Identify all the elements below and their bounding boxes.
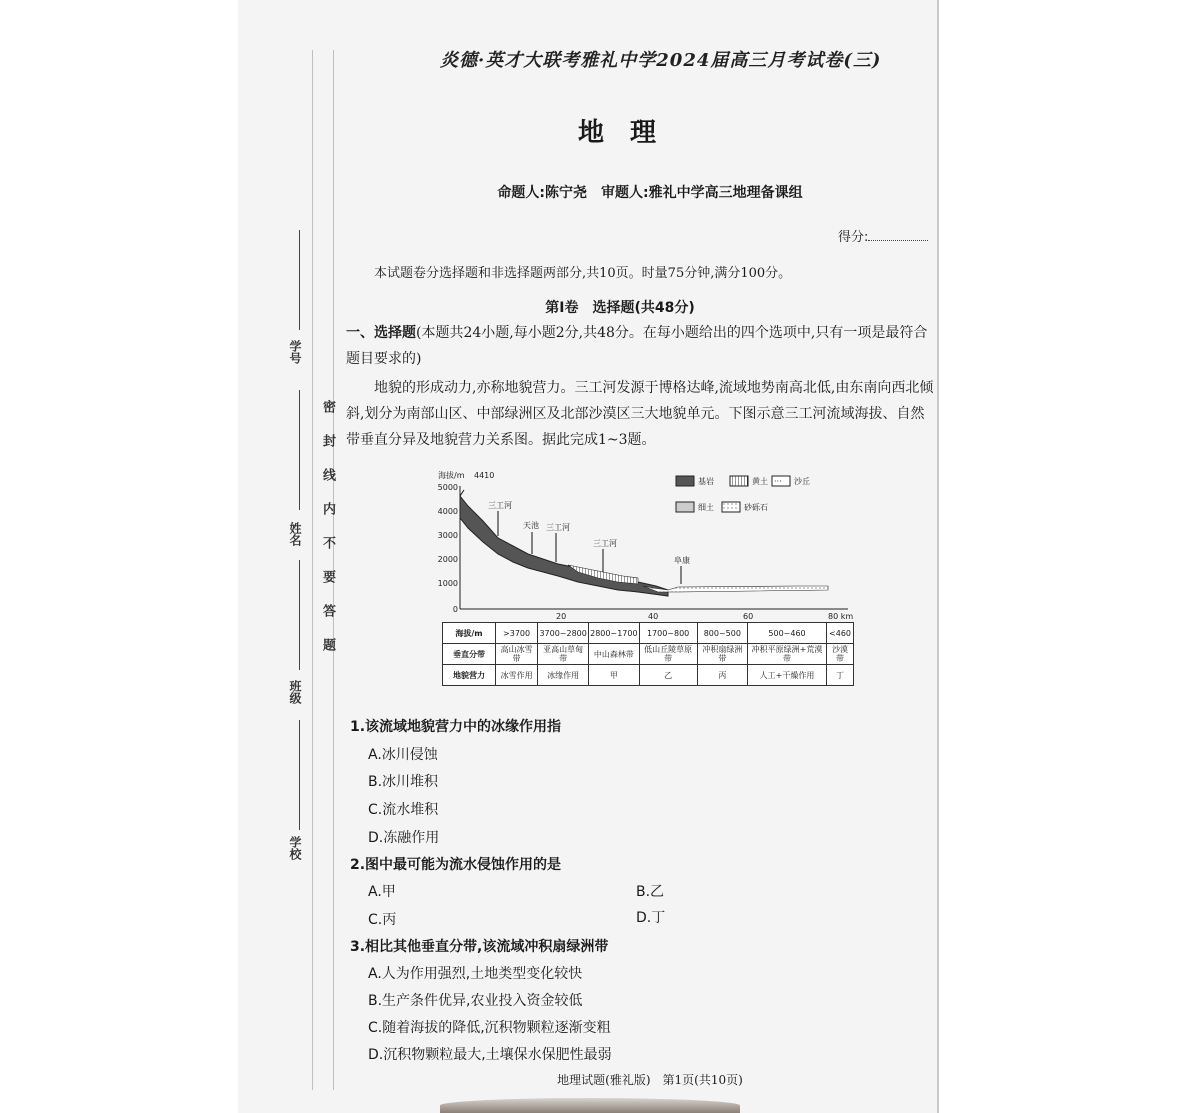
exam-header: 炎德·英才大联考雅礼中学2024届高三月考试卷(三) bbox=[440, 50, 882, 71]
q2-option-a[interactable]: A.甲 bbox=[368, 884, 396, 900]
peak-label: 4410 bbox=[474, 471, 495, 480]
legend-label: 砂砾石 bbox=[744, 503, 768, 512]
table-cell: 冲积扇绿洲带 bbox=[697, 644, 747, 665]
table-cell: 冰缘作用 bbox=[538, 665, 589, 686]
table-cell: 1700~800 bbox=[639, 623, 697, 644]
y-tick: 0 bbox=[452, 605, 458, 614]
terrain-figure bbox=[438, 466, 858, 700]
legend-label: 细土 bbox=[698, 503, 714, 512]
x-tick: 60 bbox=[743, 612, 754, 621]
authors-line: 命题人:陈宁尧 审题人:雅礼中学高三地理备课组 bbox=[497, 185, 803, 201]
answer-line bbox=[299, 230, 300, 330]
river-label: 三工河 bbox=[546, 523, 570, 532]
thumb-shadow bbox=[440, 1098, 740, 1113]
x-tick: 80 km bbox=[828, 612, 854, 621]
legend-label: 沙丘 bbox=[794, 477, 810, 486]
q3-option-c[interactable]: C.随着海拔的降低,沉积物颗粒逐渐变粗 bbox=[368, 1020, 611, 1036]
table-cell: 2800~1700 bbox=[589, 623, 639, 644]
y-axis-label: 海拔/m bbox=[438, 471, 465, 480]
y-tick: 4000 bbox=[438, 507, 458, 516]
q1-option-d[interactable]: D.冻融作用 bbox=[368, 830, 440, 846]
q3-option-d[interactable]: D.沉积物颗粒最大,土壤保水保肥性最弱 bbox=[368, 1047, 612, 1063]
table-cell: 低山丘陵草原带 bbox=[639, 644, 697, 665]
legend-swatch-loess bbox=[730, 476, 748, 486]
margin-label-class: 班级 bbox=[288, 680, 302, 704]
q1-option-b[interactable]: B.冰川堆积 bbox=[368, 774, 439, 790]
answer-line bbox=[299, 560, 300, 670]
score-field bbox=[838, 226, 928, 245]
table-cell: 乙 bbox=[639, 665, 697, 686]
river-label: 三工河 bbox=[488, 501, 512, 510]
page-footer: 地理试题(雅礼版) 第1页(共10页) bbox=[557, 1073, 743, 1087]
q2-option-d[interactable]: D.丁 bbox=[636, 910, 666, 926]
answer-line bbox=[299, 720, 300, 830]
y-tick: 2000 bbox=[438, 555, 458, 564]
zone-table bbox=[442, 622, 854, 686]
exam-intro: 本试题卷分选择题和非选择题两部分,共10页。时量75分钟,满分100分。 bbox=[374, 266, 792, 281]
q1-option-a[interactable]: A.冰川侵蚀 bbox=[368, 747, 438, 763]
legend-swatch-bedrock bbox=[676, 476, 694, 486]
binding-line bbox=[312, 50, 313, 1090]
table-cell: 沙漠带 bbox=[827, 644, 854, 665]
score-label: 得分: bbox=[838, 230, 869, 245]
profile-chart bbox=[438, 466, 858, 626]
legend-swatch-gravel bbox=[722, 502, 740, 512]
tianchi-label: 天池 bbox=[523, 521, 539, 530]
instruction-lead: 一、选择题 bbox=[346, 325, 416, 341]
table-cell: 冲积平原绿洲+荒漠带 bbox=[747, 644, 826, 665]
y-tick: 5000 bbox=[438, 483, 458, 492]
table-cell: 中山森林带 bbox=[589, 644, 639, 665]
section-instructions bbox=[346, 320, 938, 372]
legend-swatch-fine-soil bbox=[676, 502, 694, 512]
peak-pointer bbox=[460, 490, 464, 496]
river-label: 三工河 bbox=[593, 539, 617, 548]
table-cell: >3700 bbox=[496, 623, 538, 644]
row-header: 海拔/m bbox=[443, 623, 496, 644]
x-tick: 40 bbox=[648, 612, 659, 621]
q2-option-c[interactable]: C.丙 bbox=[368, 912, 397, 928]
table-cell: 800~500 bbox=[697, 623, 747, 644]
question-1-stem: 1.该流域地貌营力中的冰缘作用指 bbox=[350, 719, 562, 735]
q3-option-b[interactable]: B.生产条件优异,农业投入资金较低 bbox=[368, 993, 583, 1009]
table-cell: 丙 bbox=[697, 665, 747, 686]
table-cell: 亚高山草甸带 bbox=[538, 644, 589, 665]
passage: 地貌的形成动力,亦称地貌营力。三工河发源于博格达峰,流域地势南高北低,由东南向西北倾斜,划分为南部山区、中部绿洲区及北部沙漠区三大地貌单元。下图示意三工河流域海拔、自然带垂直分异及地貌营力关系图。据此完成1~3题。 bbox=[346, 380, 934, 448]
answer-line bbox=[299, 390, 300, 510]
y-tick: 1000 bbox=[438, 579, 458, 588]
table-cell: <460 bbox=[827, 623, 854, 644]
table-row bbox=[443, 623, 854, 644]
table-cell: 甲 bbox=[589, 665, 639, 686]
row-header: 地貌营力 bbox=[443, 665, 496, 686]
svg-text:···: ··· bbox=[774, 477, 782, 486]
table-cell: 高山冰雪带 bbox=[496, 644, 538, 665]
legend-label: 黄土 bbox=[752, 477, 768, 486]
instruction-text: (本题共24小题,每小题2分,共48分。在每小题给出的四个选项中,只有一项是最符合题目要求的) bbox=[346, 325, 928, 367]
gravel-area bbox=[643, 586, 828, 592]
margin-label-school: 学校 bbox=[288, 836, 302, 860]
section-title: 第Ⅰ卷 选择题(共48分) bbox=[545, 300, 695, 316]
row-header: 垂直分带 bbox=[443, 644, 496, 665]
table-row bbox=[443, 665, 854, 686]
fukang-label: 阜康 bbox=[674, 556, 690, 565]
x-tick: 20 bbox=[556, 612, 567, 621]
table-cell: 冰雪作用 bbox=[496, 665, 538, 686]
subject-title: 地理 bbox=[577, 118, 682, 148]
legend-label: 基岩 bbox=[698, 477, 714, 486]
seal-notice: 密封线内不要答题 bbox=[320, 400, 335, 672]
page-edge bbox=[937, 0, 939, 1113]
table-cell: 丁 bbox=[827, 665, 854, 686]
table-cell: 500~460 bbox=[747, 623, 826, 644]
score-blank bbox=[868, 240, 928, 241]
table-cell: 人工+干燥作用 bbox=[747, 665, 826, 686]
table-cell: 3700~2800 bbox=[538, 623, 589, 644]
q1-option-c[interactable]: C.流水堆积 bbox=[368, 802, 439, 818]
y-tick: 3000 bbox=[438, 531, 458, 540]
table-row bbox=[443, 644, 854, 665]
question-2-stem: 2.图中最可能为流水侵蚀作用的是 bbox=[350, 857, 562, 873]
question-3-stem: 3.相比其他垂直分带,该流域冲积扇绿洲带 bbox=[350, 939, 609, 955]
margin-label-student-id: 学号 bbox=[288, 340, 302, 364]
q2-option-b[interactable]: B.乙 bbox=[636, 884, 665, 900]
q3-option-a[interactable]: A.人为作用强烈,土地类型变化较快 bbox=[368, 966, 583, 982]
margin-label-name: 姓名 bbox=[288, 522, 302, 546]
